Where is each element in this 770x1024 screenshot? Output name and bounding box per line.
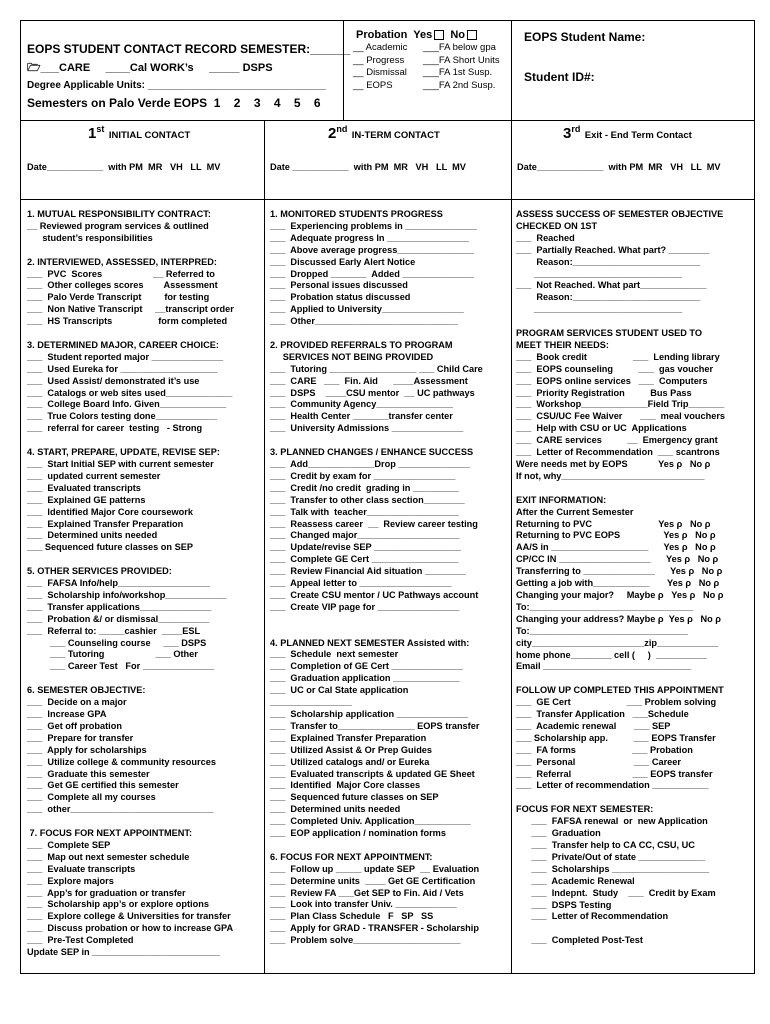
col3-line: FOLLOW UP COMPLETED THIS APPOINTMENT bbox=[516, 685, 724, 696]
col1-line: student’s responsibilities bbox=[27, 232, 153, 243]
col3-line bbox=[516, 923, 752, 935]
col1-line bbox=[27, 673, 262, 685]
col3-line: EXIT INFORMATION: bbox=[516, 494, 607, 505]
program-line bbox=[27, 62, 273, 75]
col1-line[interactable]: ___ Explore college & Universities for transfer bbox=[27, 911, 231, 922]
degree-units: Degree Applicable Units: ________________________________ bbox=[27, 80, 326, 91]
col2-line: 1. MONITORED STUDENTS PROGRESS bbox=[270, 209, 443, 219]
col1-line[interactable]: ___ Used Assist/ demonstrated it’s use bbox=[27, 375, 200, 386]
col3-line[interactable]: ___ Transfer Application ___Schedule bbox=[516, 709, 689, 720]
col2-line[interactable]: ___ Determine units ____ Get GE Certification bbox=[270, 875, 476, 886]
col3-line[interactable]: ___ Transfer help to CA CC, CSU, UC bbox=[516, 839, 695, 850]
col1-line[interactable]: ___ Explained Transfer Preparation bbox=[27, 518, 184, 529]
col3-line: CP/CC IN __________________ Yes ρ No ρ bbox=[516, 554, 719, 565]
col2-line[interactable]: ___ Plan Class Schedule F SP SS bbox=[270, 911, 434, 922]
semester-3[interactable]: 3 bbox=[253, 96, 261, 110]
col3-line[interactable]: ___ Academic Renewal bbox=[516, 875, 635, 886]
col1-line[interactable]: ___ other____________________________ bbox=[27, 804, 214, 815]
col1-line[interactable]: ___ FAFSA Info/help__________________ bbox=[27, 578, 211, 589]
col1-line: 1. MUTUAL RESPONSIBILITY CONTRACT: bbox=[27, 209, 211, 219]
col2-line[interactable]: ___ Scholarship application ______________ bbox=[270, 709, 469, 719]
semester-1[interactable]: 1 bbox=[213, 96, 221, 110]
probation-divider-left bbox=[343, 20, 344, 120]
col1-line[interactable]: ___ College Board Info. Given_____________ bbox=[27, 399, 227, 410]
col1-line bbox=[27, 245, 262, 257]
col2-line[interactable]: ___ UC or Cal State application bbox=[270, 685, 409, 696]
column-divider-2 bbox=[511, 120, 512, 974]
col1-line[interactable]: __ Reviewed program services & outlined bbox=[27, 220, 209, 231]
col2-line[interactable]: ___ Completed Univ. Application___________ bbox=[270, 816, 471, 827]
col2-line[interactable]: ___ Determined units needed bbox=[270, 804, 401, 815]
contact-1-title: 1st INITIAL CONTACT bbox=[88, 124, 191, 142]
col1-line[interactable]: ___ Identified Major Core coursework bbox=[27, 506, 193, 517]
semester-2[interactable]: 2 bbox=[233, 96, 241, 110]
col2-line[interactable]: ___ Update/revise SEP _________________ bbox=[270, 542, 461, 553]
student-id-label: Student ID#: bbox=[524, 70, 595, 84]
col1-line[interactable]: ___ Utilize college & community resources bbox=[27, 756, 216, 767]
col1-line[interactable]: ___ Determined units needed bbox=[27, 530, 158, 541]
col3-line: Returning to PVC EOPS Yes ρ No ρ bbox=[516, 530, 716, 541]
col2-line[interactable]: ___ DSPS ____CSU mentor __ UC pathways bbox=[270, 387, 475, 398]
col1-line[interactable]: ___ Non Native Transcript __transcript order bbox=[27, 304, 234, 315]
col3-line[interactable]: ___ Letter of Recommendation bbox=[516, 911, 669, 922]
col3-line: If not, why____________________________ bbox=[516, 470, 705, 481]
col2-line[interactable]: ___ Talk with teacher__________________ bbox=[270, 506, 459, 517]
probation-yes-checkbox[interactable] bbox=[434, 30, 444, 40]
col3-line[interactable]: ___ GE Cert ___ Problem solving bbox=[516, 697, 717, 708]
probation-dismissal[interactable]: __ Dismissal bbox=[353, 67, 407, 78]
col3-line[interactable]: ___ EOPS online services ___ Computers bbox=[516, 375, 708, 386]
contact-2-title: 2nd IN-TERM CONTACT bbox=[328, 124, 440, 142]
col1-line[interactable]: ___ Tutoring ___ Other bbox=[27, 649, 198, 660]
col1-line bbox=[27, 328, 262, 340]
col3-line: Changing your major? Maybe ρ Yes ρ No ρ bbox=[516, 589, 724, 600]
col3-line: city______________________zip____________ bbox=[516, 637, 719, 648]
probation-fa-short-units[interactable]: ___FA Short Units bbox=[423, 54, 500, 66]
interm-contact-column bbox=[270, 209, 508, 947]
col1-line[interactable]: ___ Explained GE patterns bbox=[27, 494, 146, 505]
col3-line: FOCUS FOR NEXT SEMESTER: bbox=[516, 804, 654, 815]
col3-line[interactable]: _____________________________ bbox=[516, 268, 683, 279]
col1-line[interactable]: ___ Discuss probation or how to increase GPA bbox=[27, 923, 234, 934]
col1-line[interactable]: ___ Transfer applications______________ bbox=[27, 601, 212, 612]
col2-line[interactable]: ___ Tutoring _________________ ___ Child Care bbox=[270, 363, 483, 374]
col3-line[interactable]: ___ Scholarship app. ___ EOPS Transfer bbox=[516, 732, 716, 743]
col2-line[interactable]: ___ Probation status discussed bbox=[270, 292, 411, 303]
col2-line[interactable]: ___ Apply for GRAD - TRANSFER - Scholarship bbox=[270, 923, 479, 934]
col3-line bbox=[516, 792, 752, 804]
probation-eops[interactable]: __ EOPS bbox=[353, 79, 393, 91]
col2-line[interactable]: ___ Credit by exam for ________________ bbox=[270, 470, 456, 481]
col3-line[interactable]: ___ FAFSA renewal or new Application bbox=[516, 816, 708, 827]
col1-line[interactable]: ___ Other colleges scores Assessment bbox=[27, 280, 218, 291]
probation-fa-1st-susp[interactable]: ___FA 1st Susp. bbox=[423, 67, 493, 78]
col1-line[interactable]: ___ Graduate this semester bbox=[27, 768, 150, 779]
col1-line: 3. DETERMINED MAJOR, CAREER CHOICE: bbox=[27, 339, 219, 350]
col3-line[interactable]: ___ Personal ___ Career bbox=[516, 756, 681, 767]
col3-line: Were needs met by EOPS Yes ρ No ρ bbox=[516, 459, 711, 470]
col1-line[interactable]: ___ Probation &/ or dismissal__________ bbox=[27, 613, 210, 624]
col3-line: To:________________________________ bbox=[516, 601, 694, 612]
col3-line: After the Current Semester bbox=[516, 506, 634, 517]
col3-line: home phone________ cell ( ) __________ bbox=[516, 649, 708, 660]
col2-line[interactable]: ___ Look into transfer Univ. ____________ bbox=[270, 899, 457, 910]
col2-line[interactable]: ___ Changed major____________________ bbox=[270, 530, 460, 541]
col1-line[interactable]: ___ Evaluated transcripts bbox=[27, 482, 141, 493]
col1-line bbox=[27, 816, 262, 828]
col1-line[interactable]: ___ Complete SEP bbox=[27, 839, 111, 850]
probation-title: Probation Yes No bbox=[356, 29, 477, 42]
form-title: EOPS STUDENT CONTACT RECORD SEMESTER:______ bbox=[27, 42, 351, 56]
folder-icon: 🗁 bbox=[27, 62, 41, 74]
col1-line: 5. OTHER SERVICES PROVIDED: bbox=[27, 566, 172, 577]
col1-line[interactable]: ___ HS Transcripts form completed bbox=[27, 316, 228, 327]
col2-line[interactable]: ___ Review FA ___Get SEP to Fin. Aid / Vets bbox=[270, 887, 464, 898]
col2-line[interactable]: ___ CARE ___ Fin. Aid ____Assessment bbox=[270, 375, 468, 386]
col2-line bbox=[270, 840, 508, 852]
col2-line[interactable]: ___ Sequenced future classes on SEP bbox=[270, 792, 439, 803]
col2-line[interactable]: ___ Graduation application _____________ bbox=[270, 673, 460, 684]
probation-progress[interactable]: __ Progress bbox=[353, 54, 405, 66]
col2-line[interactable]: ___ Add_____________Drop ______________ bbox=[270, 459, 470, 469]
col3-line[interactable]: ___ CSU/UC Fee Waiver ___ meal vouchers bbox=[516, 411, 726, 422]
col3-line[interactable]: ___ Completed Post-Test bbox=[516, 935, 643, 946]
contact-1-date[interactable]: Date___________ with PM MR VH LL MV bbox=[27, 162, 221, 172]
col1-line[interactable]: ___ updated current semester bbox=[27, 470, 161, 481]
exit-contact-column bbox=[516, 209, 752, 947]
col2-line[interactable]: ___ Transfer to_______________ EOPS transfer bbox=[270, 720, 480, 731]
col2-line[interactable]: ___ Utilized Assist & Or Prep Guides bbox=[270, 744, 433, 755]
semester-5[interactable]: 5 bbox=[293, 96, 301, 110]
col1-line[interactable]: ___ Used Eureka for ___________________ bbox=[27, 363, 218, 374]
col3-line: MEET THEIR NEEDS: bbox=[516, 339, 609, 350]
col3-line[interactable]: ___ Reached bbox=[516, 232, 575, 243]
col3-line[interactable]: ___ Referral ___ EOPS transfer bbox=[516, 768, 713, 779]
col2-line[interactable]: ___ Complete GE Cert _________________ bbox=[270, 554, 459, 565]
col2-line[interactable]: ___ Create CSU mentor / UC Pathways account bbox=[270, 589, 479, 600]
col2-line[interactable]: ___ Above average progress_______________ bbox=[270, 244, 474, 255]
col2-line bbox=[270, 614, 508, 626]
col2-line[interactable]: ___ Follow up _____ update SEP __ Evaluation bbox=[270, 863, 480, 874]
col2-line[interactable]: ___ Explained Transfer Preparation bbox=[270, 732, 427, 743]
probation-no-checkbox[interactable] bbox=[467, 30, 477, 40]
program-options: ___CARE ____Cal WORK’s _____ DSPS bbox=[40, 62, 273, 74]
probation-right-list bbox=[423, 42, 500, 92]
col3-line: Email _____________________________ bbox=[516, 661, 692, 672]
col1-line[interactable]: ___ Decide on a major bbox=[27, 697, 127, 708]
probation-fa-below-gpa[interactable]: ___FA below gpa bbox=[423, 42, 496, 53]
col2-line[interactable]: ___ Utilized catalogs and/ or Eureka bbox=[270, 756, 430, 767]
col3-line[interactable]: ___ Letter of recommendation ___________ bbox=[516, 780, 709, 791]
col1-line[interactable]: ___ App’s for graduation or transfer bbox=[27, 887, 186, 898]
col3-line bbox=[516, 316, 752, 328]
col3-line[interactable]: ___ Workshop_____________Field Trip_______ bbox=[516, 399, 725, 410]
col2-line[interactable]: ___ Personal issues discussed bbox=[270, 280, 408, 291]
col1-line[interactable]: ___ Pre-Test Completed bbox=[27, 935, 134, 946]
col2-line[interactable]: ___ Discussed Early Alert Notice bbox=[270, 256, 416, 267]
col2-line[interactable]: ___ Evaluated transcripts & updated GE Sheet bbox=[270, 768, 475, 779]
col3-line[interactable]: ___ Scholarships ___________________ bbox=[516, 863, 710, 874]
col3-line[interactable]: ___ DSPS Testing bbox=[516, 899, 612, 910]
col1-line[interactable]: ___ PVC Scores __ Referred to bbox=[27, 268, 215, 279]
col3-line bbox=[516, 673, 752, 685]
col1-line[interactable]: ___ Catalogs or web sites used_____________ bbox=[27, 387, 233, 398]
col2-line[interactable]: ___ Credit /no credit grading in _________ bbox=[270, 482, 459, 493]
col3-line[interactable]: _____________________________ bbox=[516, 304, 683, 315]
col1-line[interactable]: ___ Increase GPA bbox=[27, 708, 107, 719]
col3-line: Getting a job with___________ Yes ρ No ρ bbox=[516, 578, 720, 589]
col3-line[interactable]: ___ Book credit ___ Lending library bbox=[516, 351, 720, 362]
col1-line: 4. START, PREPARE, UPDATE, REVISE SEP: bbox=[27, 447, 220, 458]
col2-line[interactable]: ___ Other____________________________ bbox=[270, 316, 459, 327]
col3-line: Returning to PVC Yes ρ No ρ bbox=[516, 518, 711, 529]
col2-line[interactable]: ___ University Admissions ______________ bbox=[270, 423, 464, 434]
student-name-label: EOPS Student Name: bbox=[524, 30, 646, 44]
col3-line[interactable]: ___ Priority Registration Bus Pass bbox=[516, 387, 692, 398]
col1-line[interactable]: ___ Scholarship app’s or explore options bbox=[27, 899, 209, 910]
col2-line bbox=[270, 328, 508, 340]
col3-line[interactable]: ___ Private/Out of state _____________ bbox=[516, 851, 705, 862]
col2-line[interactable]: ___ Transfer to other class section________ bbox=[270, 494, 465, 505]
col1-line[interactable]: ___ Start Initial SEP with current semester bbox=[27, 458, 214, 469]
col1-line bbox=[27, 435, 262, 447]
col2-line[interactable]: ________________ bbox=[270, 697, 352, 708]
col2-line bbox=[270, 626, 508, 638]
probation-left-list bbox=[353, 42, 407, 92]
col2-line[interactable]: ___ Adequate progress In ________________ bbox=[270, 232, 469, 243]
col3-line[interactable]: ___ CARE services __ Emergency grant bbox=[516, 435, 718, 446]
col2-line: 6. FOCUS FOR NEXT APPOINTMENT: bbox=[270, 851, 433, 862]
header-divider bbox=[20, 120, 755, 121]
col2-line: SERVICES NOT BEING PROVIDED bbox=[270, 351, 434, 362]
col2-line[interactable]: ___ Experiencing problems in ______________ bbox=[270, 220, 477, 231]
col1-line: 7. FOCUS FOR NEXT APPOINTMENT: bbox=[27, 828, 193, 839]
col1-line[interactable]: ___ Get off probation bbox=[27, 720, 122, 731]
semesters-row bbox=[27, 96, 321, 110]
col1-line[interactable]: ___ Sequenced future classes on SEP bbox=[27, 542, 193, 553]
col3-line: PROGRAM SERVICES STUDENT USED TO bbox=[516, 328, 702, 339]
col3-line[interactable]: ___ Academic renewal ___ SEP bbox=[516, 720, 671, 731]
col3-line[interactable]: ___ Partially Reached. What part? ________ bbox=[516, 244, 710, 255]
probation-academic[interactable]: __ Academic bbox=[353, 42, 408, 53]
col1-line[interactable]: ___ Career Test For ______________ bbox=[27, 661, 215, 672]
col3-line: To:_______________________________ bbox=[516, 625, 689, 636]
col2-line[interactable]: ___ Applied to University________________ bbox=[270, 304, 464, 315]
contact-3-title: 3rd Exit - End Term Contact bbox=[563, 124, 692, 142]
col1-line[interactable]: ___ Prepare for transfer bbox=[27, 732, 134, 743]
col3-line: Transferring to ______________ Yes ρ No ρ bbox=[516, 566, 723, 577]
col1-line[interactable]: ___ True Colors testing done____________ bbox=[27, 411, 217, 422]
date-row-divider bbox=[20, 199, 755, 200]
col2-line[interactable]: ___ Health Center _______transfer center bbox=[270, 411, 453, 422]
col3-line[interactable]: ___ Not Reached. What part_____________ bbox=[516, 280, 707, 291]
col2-line[interactable]: ___ Review Financial Aid situation ________ bbox=[270, 566, 466, 577]
col1-line[interactable]: ___ Evaluate transcripts bbox=[27, 863, 136, 874]
col1-line[interactable]: ___ Apply for scholarships bbox=[27, 744, 147, 755]
contact-3-date[interactable]: Date_____________ with PM MR VH LL MV bbox=[517, 162, 721, 172]
semester-6[interactable]: 6 bbox=[313, 96, 321, 110]
col3-line[interactable]: ___ Graduation bbox=[516, 828, 601, 839]
col1-line[interactable]: ___ Map out next semester schedule bbox=[27, 851, 190, 862]
col2-line[interactable]: ___ EOP application / nomination forms bbox=[270, 828, 446, 839]
col3-line[interactable]: ___ Letter of Recommendation ___ scantrons bbox=[516, 447, 720, 458]
col2-line[interactable]: ___ Reassess career __ Review career testing bbox=[270, 518, 478, 529]
col2-line[interactable]: ___ Create VIP page for ________________ bbox=[270, 601, 460, 612]
col2-line[interactable]: ___ Problem solve_____________________ bbox=[270, 935, 461, 946]
col1-line: 2. INTERVIEWED, ASSESSED, INTERPRED: bbox=[27, 256, 217, 267]
col3-line[interactable]: ___ Indepnt. Study ___ Credit by Exam bbox=[516, 887, 716, 898]
col3-line: Reason:_________________________ bbox=[516, 292, 701, 303]
col1-line[interactable]: ___ Counseling course ___ DSPS bbox=[27, 637, 207, 648]
col1-line[interactable]: ___ Referral to: _____cashier ____ESL bbox=[27, 625, 201, 636]
col2-line bbox=[270, 435, 508, 447]
col1-line: Update SEP in _________________________ bbox=[27, 947, 220, 958]
col2-line[interactable]: ___ Community Agency_______________ bbox=[270, 399, 454, 410]
col2-line[interactable]: ___ Identified Major Core classes bbox=[270, 780, 421, 791]
col1-line[interactable]: ___ referral for career testing - Strong bbox=[27, 423, 203, 434]
contact-2-date[interactable]: Date ___________ with PM MR VH LL MV bbox=[270, 162, 466, 172]
probation-divider-right bbox=[511, 20, 512, 120]
col3-line bbox=[516, 483, 752, 495]
probation-fa-2nd-susp[interactable]: ___FA 2nd Susp. bbox=[423, 79, 496, 91]
col1-line[interactable]: ___ Get GE certified this semester bbox=[27, 780, 179, 791]
col3-line[interactable]: ___ EOPS counseling ___ gas voucher bbox=[516, 363, 714, 374]
semester-4[interactable]: 4 bbox=[273, 96, 281, 110]
col1-line[interactable]: ___ Scholarship info/workshop____________ bbox=[27, 589, 227, 600]
col2-line[interactable]: ___ Completion of GE Cert ______________ bbox=[270, 661, 464, 672]
col2-line[interactable]: ___ Appeal letter to __________________ bbox=[270, 578, 452, 589]
col2-line[interactable]: ___ Dropped _______ Added ______________ bbox=[270, 268, 474, 279]
semesters-label: Semesters on Palo Verde EOPS bbox=[27, 96, 208, 110]
col2-line: 2. PROVIDED REFERRALS TO PROGRAM bbox=[270, 339, 453, 350]
col2-line: 3. PLANNED CHANGES / ENHANCE SUCCESS bbox=[270, 447, 474, 458]
col3-line: ASSESS SUCCESS OF SEMESTER OBJECTIVE bbox=[516, 209, 724, 219]
col1-line[interactable]: ___ Explore majors bbox=[27, 875, 114, 886]
col1-line bbox=[27, 554, 262, 566]
col2-line: 4. PLANNED NEXT SEMESTER Assisted with: bbox=[270, 637, 470, 648]
column-divider-1 bbox=[264, 120, 265, 974]
col1-line[interactable]: ___ Palo Verde Transcript for testing bbox=[27, 292, 210, 303]
col1-line[interactable]: ___ Complete all my courses bbox=[27, 792, 156, 803]
col3-line: Reason:_________________________ bbox=[516, 256, 701, 267]
col3-line: Changing your address? Maybe ρ Yes ρ No ρ bbox=[516, 613, 721, 624]
col3-line: CHECKED ON 1ST bbox=[516, 220, 598, 231]
col3-line[interactable]: ___ Help with CSU or UC Applications bbox=[516, 423, 687, 434]
col2-line[interactable]: ___ Schedule next semester bbox=[270, 649, 399, 660]
col3-line: AA/S in ___________________ Yes ρ No ρ bbox=[516, 542, 716, 553]
initial-contact-column bbox=[27, 209, 262, 959]
col1-line: 6. SEMESTER OBJECTIVE: bbox=[27, 685, 146, 696]
col3-line[interactable]: ___ FA forms ___ Probation bbox=[516, 744, 693, 755]
col1-line[interactable]: ___ Student reported major ______________ bbox=[27, 351, 224, 362]
